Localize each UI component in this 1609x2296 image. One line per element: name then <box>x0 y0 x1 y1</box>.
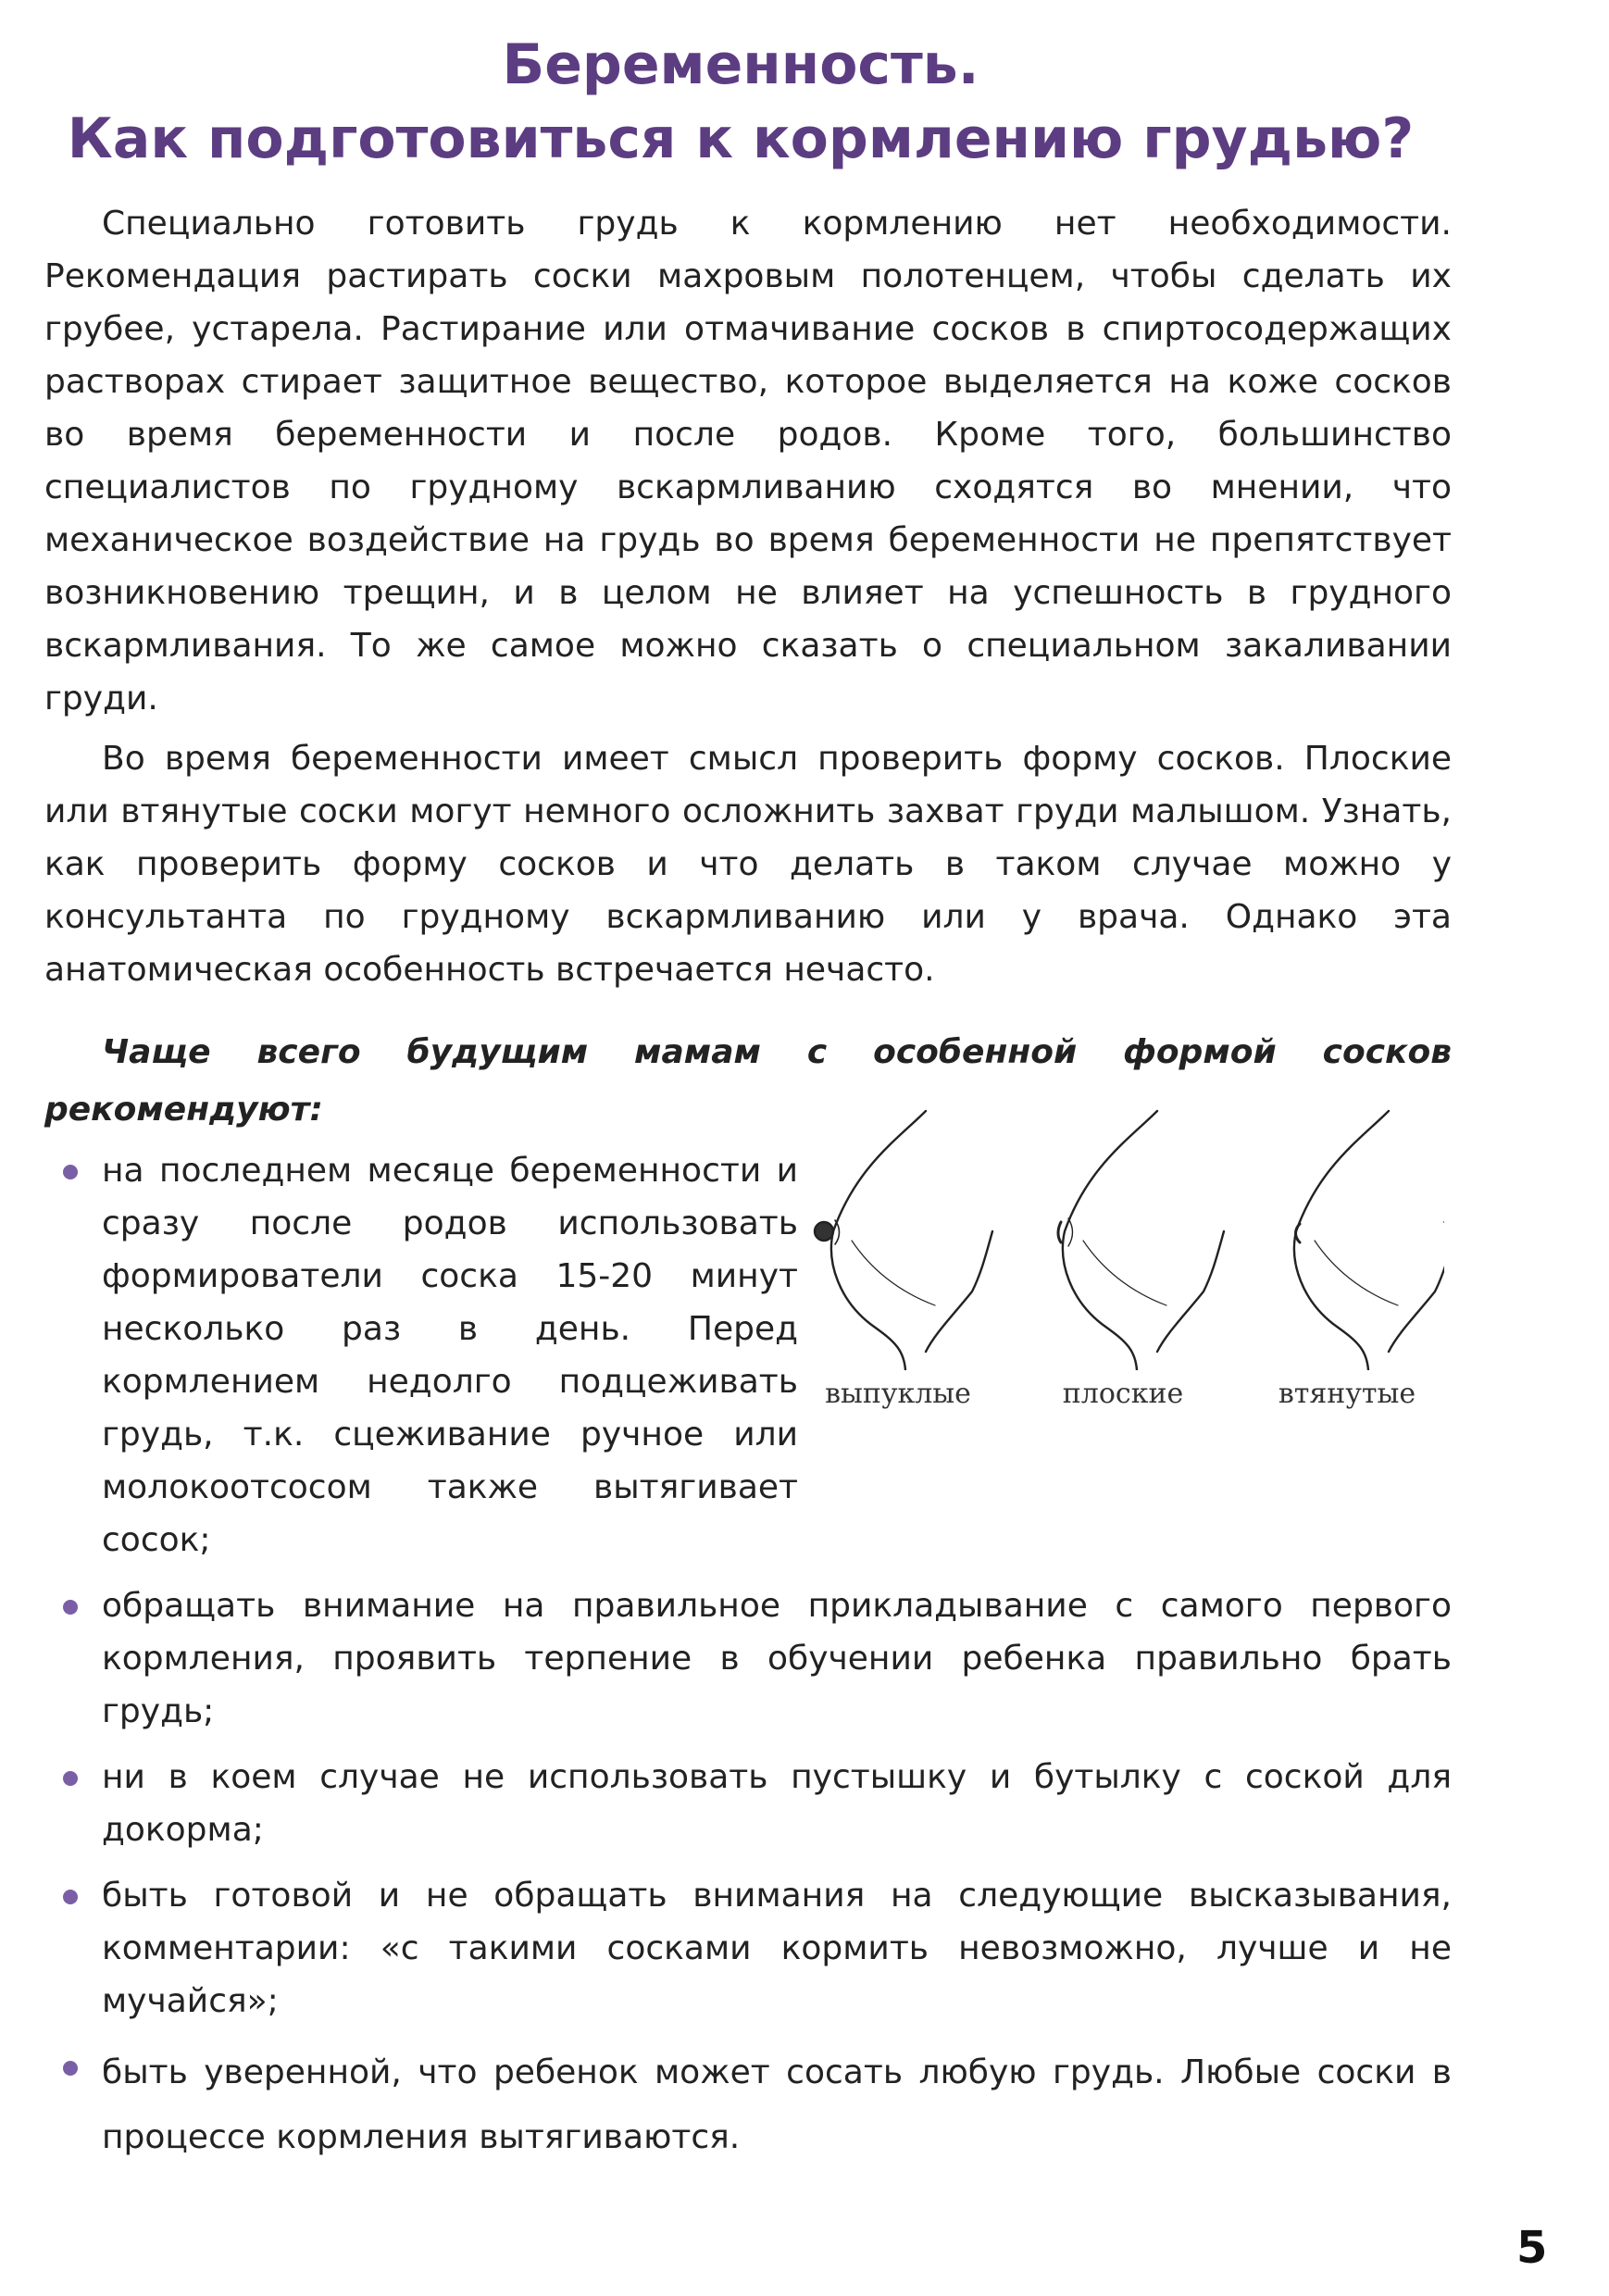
list-item <box>44 1869 1452 2028</box>
list-item <box>44 2040 1452 2170</box>
list-item <box>44 1579 1452 1738</box>
list-item <box>44 1144 798 1566</box>
recommendations-heading: Чаще всего будущим мамам с особенной формой сосков рекомендуют: <box>44 1033 1452 1129</box>
bullet-icon <box>63 1165 78 1179</box>
list-item-text: на последнем месяце беременности и сразу после родов использовать формирователи соска 15-20 минут несколько раз в день. Перед кормлением недолго подцеживать грудь, т.к. сцеживание ручное или молокоотсосом также вытягивает сосок; <box>102 1152 798 1559</box>
title-line-1: Беременность. <box>502 32 979 97</box>
list-item-text: ни в коем случае не использовать пустышку и бутылку с соской для докорма; <box>102 1758 1452 1849</box>
nipple-shapes-illustration <box>796 1092 1444 1370</box>
bullet-icon <box>63 1890 78 1904</box>
list-item-text: быть готовой и не обращать внимания на следующие высказывания, комментарии: «с такими сосками кормить невозможно, лучше и не мучайся»; <box>102 1877 1452 2020</box>
nipple-shapes-figure <box>796 1092 1444 1444</box>
paragraph-1: Специально готовить грудь к кормлению нет необходимости. Рекомендация растирать соски махровым полотенцем, чтобы сделать их грубее, устарела. Растирание или отмачивание сосков в спиртосодержащих растворах стирает защитное вещество, которое выделяется на коже сосков во время беременности и после родов. Кроме того, большинство специалистов по грудному вскармливанию сходятся во мнении, что механическое воздействие на грудь во время беременности не препятствует возникновению трещин, и в целом не влияет на успешность в грудного вскармливания. То же самое можно сказать о специальном закаливании груди. <box>44 205 1452 718</box>
label-flat: плоские <box>1062 1378 1184 1410</box>
bullet-icon <box>63 1771 78 1786</box>
list-item <box>44 1751 1452 1856</box>
page-number: 5 <box>1516 2222 1548 2274</box>
label-inverted: втянутые <box>1278 1378 1416 1410</box>
convex-nipple-drawing <box>815 1111 992 1370</box>
inverted-nipple-drawing <box>1294 1111 1444 1370</box>
title-line-2: Как подготовиться к кормлению грудью? <box>67 106 1415 171</box>
paragraph-2: Во время беременности имеет смысл проверить форму сосков. Плоские или втянутые соски могут немного осложнить захват груди малышом. Узнать, как проверить форму сосков и что делать в таком случае можно у консультанта по грудному вскармливанию или у врача. Однако эта анатомическая особенность встречается нечасто. <box>44 740 1452 989</box>
list-item-text: обращать внимание на правильное прикладывание с самого первого кормления, проявить терпение в обучении ребенка правильно брать грудь; <box>102 1587 1452 1730</box>
bullet-icon <box>63 1600 78 1615</box>
label-convex: выпуклые <box>825 1378 971 1410</box>
page-title <box>0 28 1481 176</box>
list-item-text: быть уверенной, что ребенок может сосать любую грудь. Любые соски в процессе кормления вытягиваются. <box>102 2053 1452 2156</box>
bullet-icon <box>63 2061 78 2076</box>
flat-nipple-drawing <box>1058 1111 1224 1370</box>
